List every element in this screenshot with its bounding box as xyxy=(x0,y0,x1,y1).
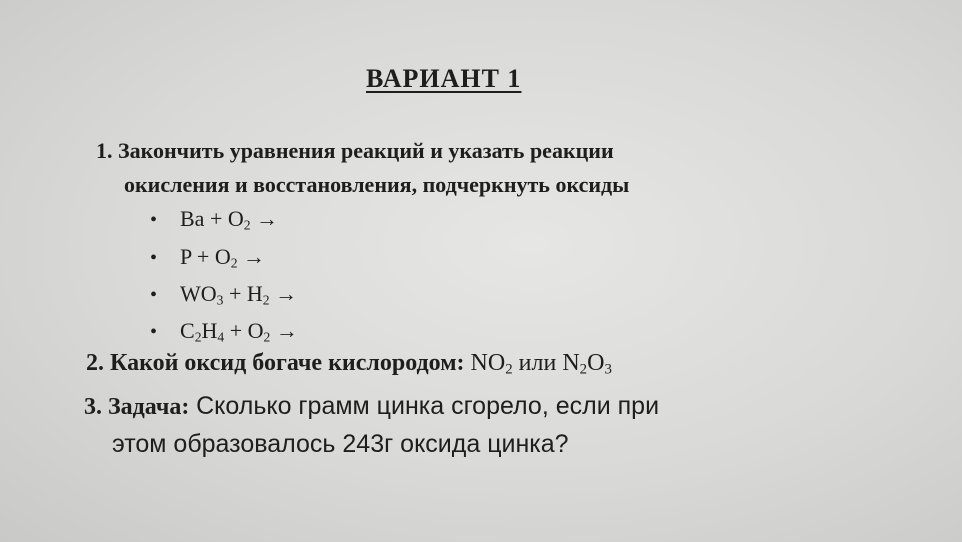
task3-text-2: этом образовалось 243г оксида цинка? xyxy=(112,430,569,458)
task1-line1: 1. Закончить уравнения реакций и указать реакции xyxy=(96,138,614,163)
equation-4: • $C_2H_4 + O_2$ → xyxy=(150,318,298,345)
bullet: • xyxy=(150,321,158,343)
task3-line1 xyxy=(84,390,659,421)
bullet: • xyxy=(150,284,158,306)
or-word: или xyxy=(518,350,557,376)
bullet: • xyxy=(150,247,158,269)
formula-no2: $NO_2$ xyxy=(470,350,513,378)
task3-label: 3. Задача: xyxy=(84,394,190,420)
page-title: ВАРИАНТ 1 xyxy=(366,64,522,93)
task3-line2 xyxy=(112,428,569,459)
formula-n2o3: $N_2O_3$ xyxy=(562,350,612,378)
task2 xyxy=(86,350,612,379)
bullet: • xyxy=(150,209,158,231)
equation-3: • $WO_3 + H_2$ → xyxy=(150,281,298,308)
equation-1: • $Ba + O_2$ → xyxy=(150,206,279,233)
equation-2: • $P + O_2$ → xyxy=(150,244,266,271)
task3-text-1: Сколько грамм цинка сгорело, если при xyxy=(196,392,660,420)
task2-label: 2. Какой оксид богаче кислородом: xyxy=(86,350,465,376)
task1-line2: окисления и восстановления, подчеркнуть оксиды xyxy=(124,172,630,197)
